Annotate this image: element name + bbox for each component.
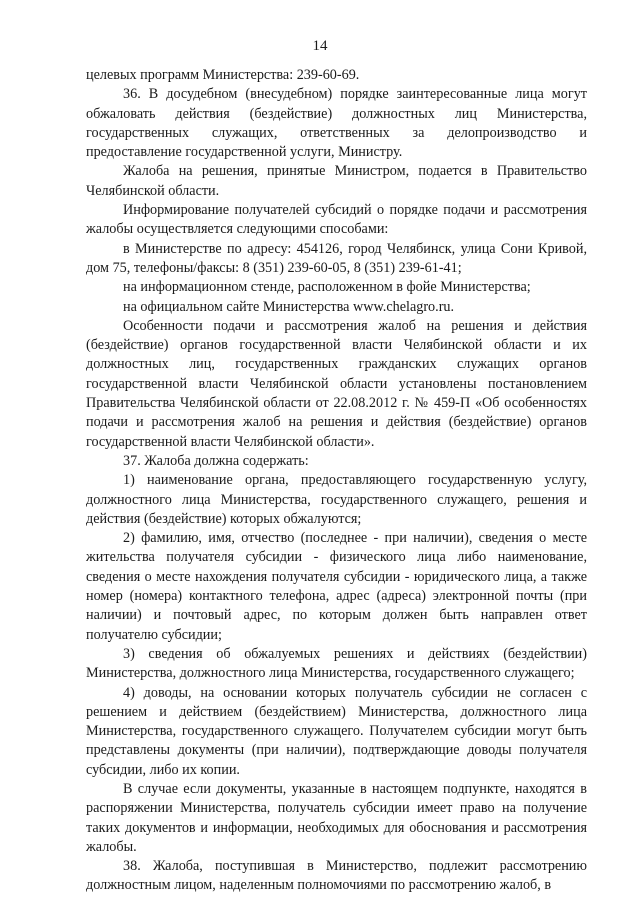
paragraph: Особенности подачи и рассмотрения жалоб на решения и действия (бездействие) органов государственной власти Челябинской области и их должностных лиц, государственных гражданских служащих органов государственной власти Челябинской области установлены постановлением Правительства Челябинской области от 22.08.2012 г. № 459-П «Об особенностях подачи и рассмотрения жалоб на решения и действия (бездействие) органов государственной власти Челябинской области». — [86, 317, 587, 450]
paragraph: 36. В досудебном (внесудебном) порядке заинтересованные лица могут обжаловать действия (бездействие) должностных лиц Министерства, государственных служащих, ответственных за делопроизводство и предоставление государственной услуги, Министру. — [86, 86, 587, 161]
paragraph: 38. Жалоба, поступившая в Министерство, подлежит рассмотрению должностным лицом, наделенным полномочиями по рассмотрению жалоб, в — [86, 858, 587, 894]
paragraph: В случае если документы, указанные в настоящем подпункте, находятся в распоряжении Министерства, получатель субсидии имеет право на получение таких документов и информации, необходимых для обоснования и рассмотрения жалобы. — [86, 780, 587, 855]
page-number: 14 — [312, 38, 328, 54]
paragraph: в Министерстве по адресу: 454126, город Челябинск, улица Сони Кривой, дом 75, телефоны/факсы: 8 (351) 239-60-05, 8 (351) 239-61-41; — [86, 240, 587, 276]
paragraph: целевых программ Министерства: 239-60-69. — [86, 67, 360, 83]
paragraph: 37. Жалоба должна содержать: — [123, 452, 309, 469]
paragraph: 1) наименование органа, предоставляющего государственную услугу, должностного лица Министерства, государственного служащего, решения и действия (бездействие) которых обжалуются; — [86, 472, 587, 527]
paragraph: Информирование получателей субсидий о порядке подачи и рассмотрения жалобы осуществляется следующими способами: — [86, 202, 587, 238]
paragraph: 2) фамилию, имя, отчество (последнее - при наличии), сведения о месте жительства получателя субсидии - физического лица либо наименование, сведения о месте нахождения получателя субсидии - юридического лица, а также номер (номера) контактного телефона, адрес (адреса) электронной почты (при наличии) и почтовый адрес, по которым должен быть направлен ответ получателю субсидии; — [86, 530, 587, 643]
paragraph: 3) сведения об обжалуемых решениях и действиях (бездействии) Министерства, должностного лица Министерства, государственного служащего; — [86, 645, 587, 682]
paragraph: на официальном сайте Министерства www.chelagro.ru. — [123, 298, 455, 315]
paragraph: Жалоба на решения, принятые Министром, подается в Правительство Челябинской области. — [86, 163, 587, 199]
paragraph: 4) доводы, на основании которых получатель субсидии не согласен с решением и действием (бездействием) Министерства, должностного лица Министерства, государственного служащего. Получателем субсидии могут быть представлены документы (при наличии), подтверждающие доводы получателя субсидии, либо их копии. — [86, 684, 587, 778]
paragraph: на информационном стенде, расположенном в фойе Министерства; — [123, 279, 531, 296]
body-text — [86, 66, 587, 896]
